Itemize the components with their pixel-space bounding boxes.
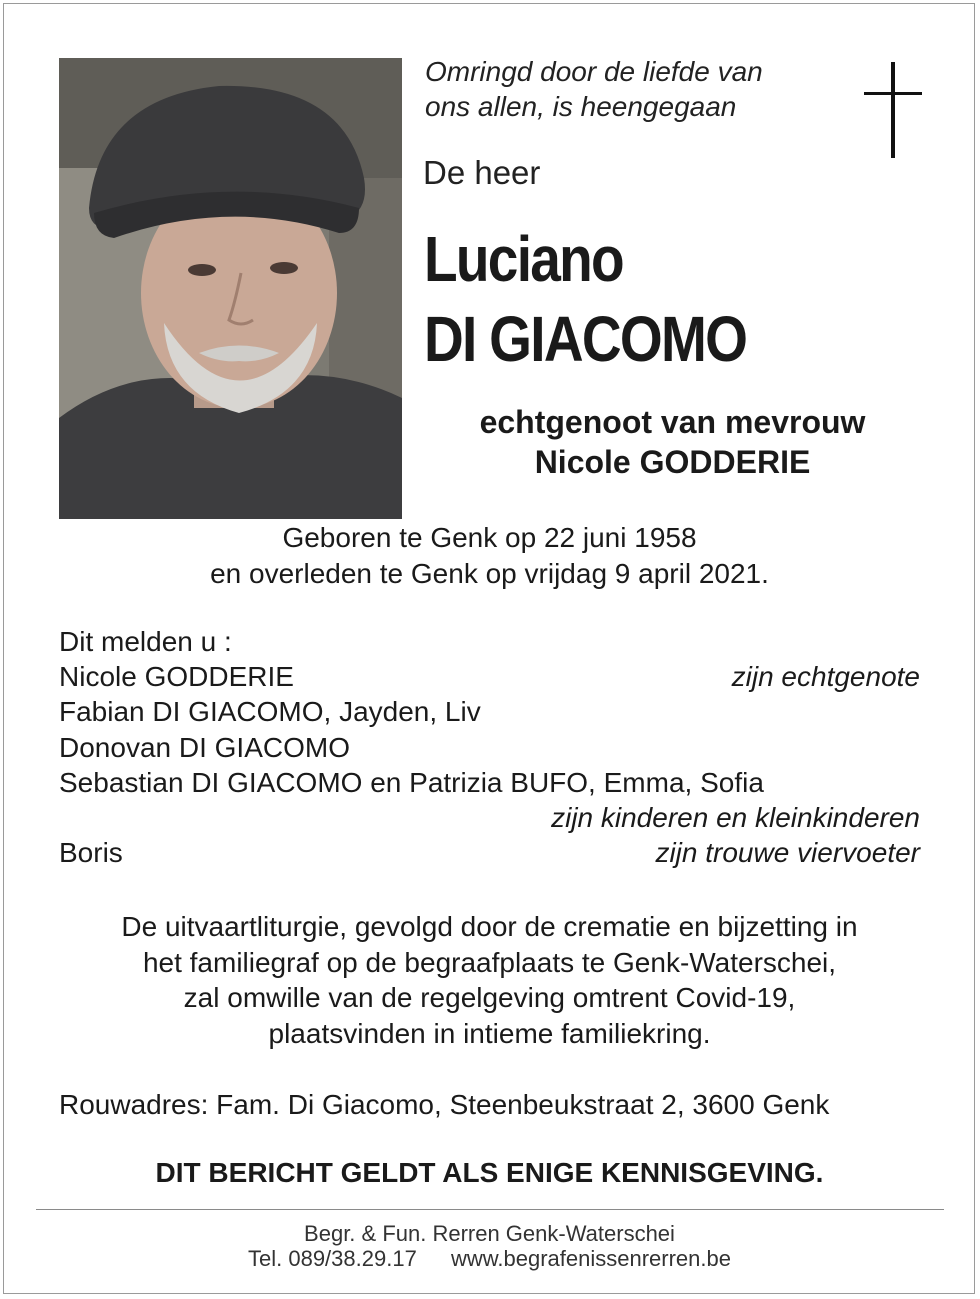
intro-line: Omringd door de liefde van [425,56,763,87]
family-name: Fabian DI GIACOMO, Jayden, Liv [59,696,481,728]
spouse-line: echtgenoot van mevrouw [479,404,866,440]
list-item [59,659,920,694]
last-name: DI GIACOMO [424,303,747,375]
announcement-heading: Dit melden u : [59,626,232,657]
death-line: en overleden te Genk op vrijdag 9 april 2021. [210,558,769,589]
funeral-home-name: Begr. & Fun. Rerren Genk-Waterschei [304,1221,675,1246]
family-name: Donovan DI GIACOMO [59,731,350,763]
family-name: Sebastian DI GIACOMO en Patrizia BUFO, Emma, Sofia [59,766,764,798]
family-relation: zijn echtgenote [731,661,920,693]
cross-icon [864,62,922,158]
service-line: De uitvaartliturgie, gevolgd door de crematie en bijzetting in [121,911,858,942]
honorific-title: De heer [423,154,541,191]
service-info [59,909,920,1051]
intro-text [425,54,763,124]
portrait-photo [59,58,402,519]
divider [36,1209,944,1210]
children-relation: zijn kinderen en kleinkinderen [551,802,920,834]
service-line: plaatsvinden in intieme familiekring. [268,1017,711,1049]
mourning-address: Rouwadres: Fam. Di Giacomo, Steenbeukstraat 2, 3600 Genk [59,1089,830,1120]
service-line: het familiegraf op de begraafplaats te Genk-Waterschei, [142,946,837,978]
birth-line: Geboren te Genk op 22 juni 1958 [282,522,697,553]
family-name: Nicole GODDERIE [59,661,294,693]
pet-name: Boris [59,837,123,869]
birth-death-info [59,520,920,592]
pet-relation: zijn trouwe viervoeter [655,837,920,869]
funeral-home-phone: Tel. 089/38.29.17 [248,1246,417,1271]
spouse-info [425,402,920,482]
list-item [59,835,920,870]
notice-text: DIT BERICHT GELDT ALS ENIGE KENNISGEVING. [155,1157,824,1188]
list-item [59,730,920,765]
list-item [59,694,920,729]
list-item [59,765,920,800]
spouse-name: Nicole GODDERIE [534,444,811,480]
first-name: Luciano [424,223,623,295]
intro-line: ons allen, is heengegaan [425,91,737,122]
service-line: zal omwille van de regelgeving omtrent Covid-19, [183,982,796,1013]
funeral-home-info [59,1221,920,1271]
announcement-list [59,624,920,870]
funeral-home-website[interactable]: www.begrafenissenrerren.be [450,1246,731,1271]
